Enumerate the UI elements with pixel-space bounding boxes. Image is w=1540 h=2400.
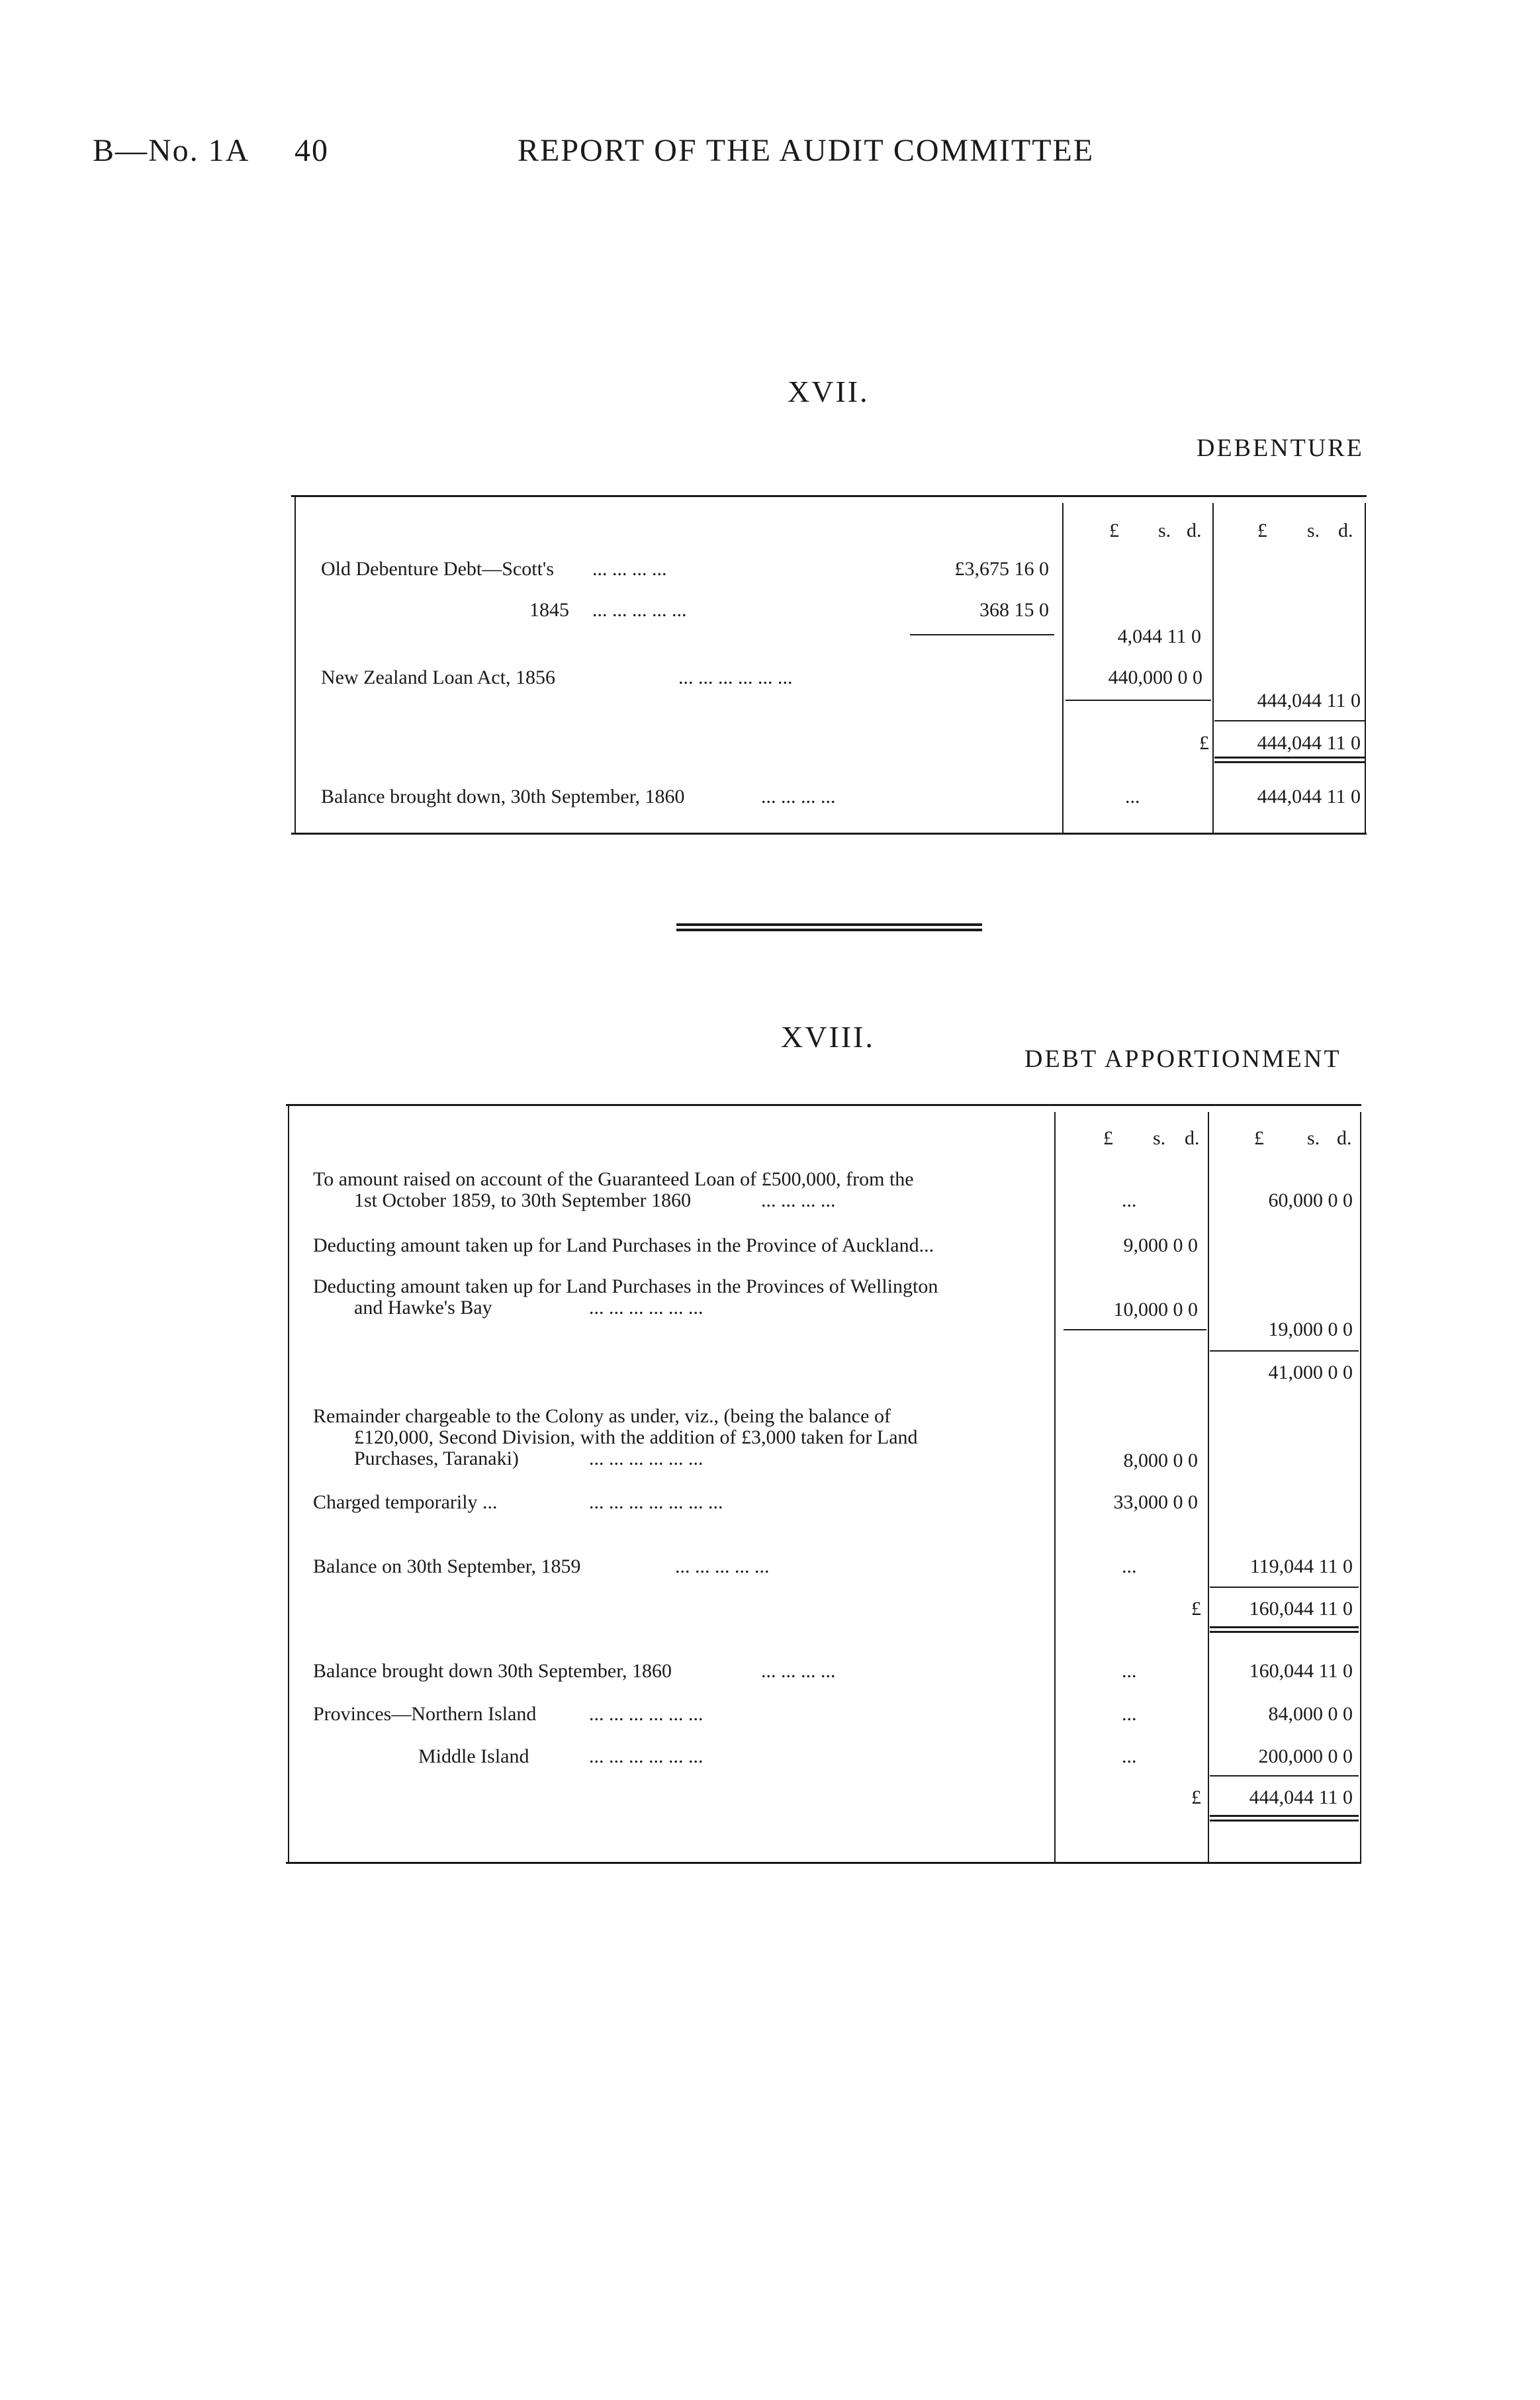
row-label-cont: 1st October 1859, to 30th September 1860 bbox=[354, 1189, 692, 1211]
pound-symbol: £ bbox=[1191, 1598, 1201, 1620]
middle-dots: ... bbox=[1122, 1189, 1137, 1211]
row-label-cont: £120,000, Second Division, with the addition of £3,000 taken for Land bbox=[354, 1426, 918, 1448]
final-total-amount: 444,044 11 0 bbox=[1249, 1786, 1353, 1808]
middle-amount: 10,000 0 0 bbox=[1113, 1299, 1198, 1320]
middle-amount: 33,000 0 0 bbox=[1113, 1491, 1198, 1513]
balance-amount: 444,044 11 0 bbox=[1257, 786, 1361, 808]
total-amount: 160,044 11 0 bbox=[1249, 1660, 1353, 1682]
section-caption: DEBT APPORTIONMENT bbox=[1024, 1045, 1341, 1073]
row-label-cont: and Hawke's Bay bbox=[354, 1297, 492, 1318]
col-head-shillings: s. bbox=[1307, 520, 1320, 541]
row-label: Charged temporarily ... bbox=[313, 1491, 498, 1513]
total-amount: 60,000 0 0 bbox=[1268, 1189, 1353, 1211]
middle-dots: ... bbox=[1122, 1555, 1137, 1577]
pound-symbol: £ bbox=[1191, 1786, 1201, 1808]
row-label: Balance brought down 30th September, 1860 bbox=[313, 1660, 672, 1682]
subtotal-amount: 4,044 11 0 bbox=[1117, 625, 1201, 647]
leader-dots: ... ... ... ... ... ... bbox=[589, 1703, 703, 1725]
row-label-cont: Purchases, Taranaki) bbox=[354, 1448, 519, 1469]
leader-dots: ... ... ... ... ... ... ... bbox=[589, 1491, 723, 1513]
net-total-amount: 41,000 0 0 bbox=[1268, 1362, 1353, 1383]
col-head-pound: £ bbox=[1109, 520, 1119, 541]
col-head-pound: £ bbox=[1254, 1127, 1264, 1149]
total-amount: 200,000 0 0 bbox=[1258, 1745, 1353, 1767]
row-label: Provinces—Northern Island bbox=[313, 1703, 537, 1725]
col-head-pence: d. bbox=[1187, 520, 1202, 541]
row-label: Balance on 30th September, 1859 bbox=[313, 1555, 581, 1577]
total-amount: 84,000 0 0 bbox=[1268, 1703, 1353, 1725]
total-amount: 119,044 11 0 bbox=[1249, 1555, 1353, 1577]
leader-dots: ... ... ... ... ... bbox=[592, 599, 687, 621]
page-title: REPORT OF THE AUDIT COMMITTEE bbox=[518, 133, 1095, 168]
leader-dots: ... ... ... ... bbox=[761, 1660, 836, 1682]
page-number: 40 bbox=[294, 133, 329, 168]
middle-dots: ... bbox=[1122, 1745, 1137, 1767]
inner-amount: £3,675 16 0 bbox=[954, 558, 1049, 580]
row-label: New Zealand Loan Act, 1856 bbox=[321, 667, 556, 688]
leader-dots: ... ... ... ... bbox=[761, 786, 836, 808]
leader-dots: ... ... ... ... ... ... bbox=[678, 667, 793, 688]
col-head-pence: d. bbox=[1337, 1127, 1352, 1149]
sum-total-amount: 160,044 11 0 bbox=[1249, 1598, 1353, 1620]
row-label: Balance brought down, 30th September, 1860 bbox=[321, 786, 685, 808]
row-label: Deducting amount taken up for Land Purchases in the Province of Auckland... bbox=[313, 1234, 934, 1256]
inner-amount: 368 15 0 bbox=[979, 599, 1049, 621]
middle-amount: 440,000 0 0 bbox=[1108, 667, 1202, 688]
col-head-pound: £ bbox=[1257, 520, 1267, 541]
row-label: To amount raised on account of the Guaranteed Loan of £500,000, from the bbox=[313, 1168, 914, 1190]
col-head-pence: d. bbox=[1338, 520, 1353, 541]
leader-dots: ... ... ... ... ... ... bbox=[589, 1448, 703, 1469]
col-head-shillings: s. bbox=[1307, 1127, 1320, 1149]
page-reference: B—No. 1A bbox=[93, 133, 250, 168]
row-label: Remainder chargeable to the Colony as under, viz., (being the balance of bbox=[313, 1405, 891, 1427]
middle-dots: ... bbox=[1122, 1660, 1137, 1682]
leader-dots: ... ... ... ... bbox=[761, 1189, 836, 1211]
leader-dots: ... ... ... ... bbox=[592, 558, 667, 580]
row-label: Old Debenture Debt—Scott's bbox=[321, 558, 555, 580]
row-label: Middle Island bbox=[418, 1745, 529, 1767]
leader-dots: ... ... ... ... ... ... bbox=[589, 1297, 703, 1318]
total-amount: 444,044 11 0 bbox=[1257, 690, 1361, 712]
col-head-pence: d. bbox=[1185, 1127, 1200, 1149]
section-caption: DEBENTURE bbox=[1197, 434, 1364, 462]
section-number: XVII. bbox=[788, 375, 870, 408]
col-head-shillings: s. bbox=[1153, 1127, 1166, 1149]
section-number: XVIII. bbox=[781, 1020, 875, 1054]
col-head-shillings: s. bbox=[1158, 520, 1171, 541]
row-label: 1845 bbox=[529, 599, 569, 621]
col-head-pound: £ bbox=[1103, 1127, 1113, 1149]
middle-amount: 9,000 0 0 bbox=[1123, 1234, 1198, 1256]
deduct-total-amount: 19,000 0 0 bbox=[1268, 1318, 1353, 1340]
middle-dots: ... bbox=[1125, 786, 1140, 808]
middle-dots: ... bbox=[1122, 1703, 1137, 1725]
leader-dots: ... ... ... ... ... bbox=[675, 1555, 770, 1577]
row-label: Deducting amount taken up for Land Purchases in the Provinces of Wellington bbox=[313, 1275, 938, 1297]
leader-dots: ... ... ... ... ... ... bbox=[589, 1745, 703, 1767]
pound-symbol: £ bbox=[1199, 732, 1209, 754]
middle-amount: 8,000 0 0 bbox=[1123, 1450, 1198, 1471]
grand-total-amount: 444,044 11 0 bbox=[1257, 732, 1361, 754]
